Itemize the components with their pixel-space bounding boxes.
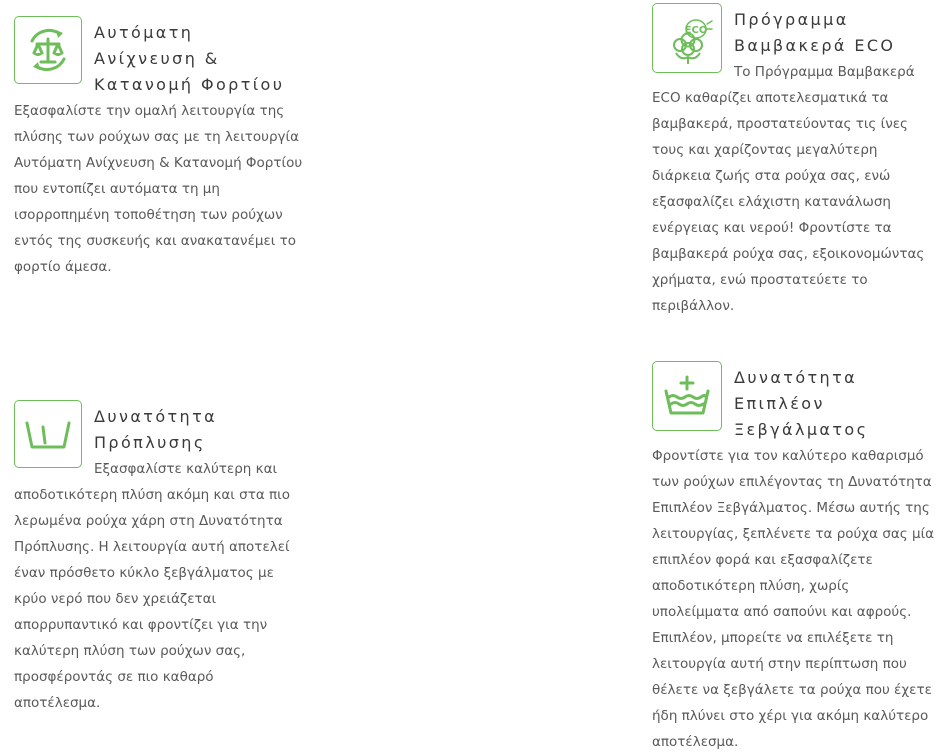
svg-text:ECO: ECO [684,25,708,36]
feature-description: Εξασφαλίστε την ομαλή λειτουργία της πλύσης των ρούχων σας με τη λειτουργία Αυτόματη Ανίχνευση & Κατανομή Φορτίου που εντοπίζει αυτόματα τη μη ισορροπημένη τοποθέτηση των ρούχων εντός της συσκευής και ανακατανέμει το φορτίο άμεσα. [14,103,303,275]
feature-title: Πρόγραμμα Βαμβακερά ECO [734,10,896,55]
feature-auto-load-detection [14,16,304,280]
feature-title: Αυτόματη Ανίχνευση & Κατανομή Φορτίου [94,23,285,94]
feature-cotton-eco [652,3,940,319]
extra-rinse-icon [652,361,722,431]
feature-prewash [14,400,304,716]
balance-scale-icon [14,16,82,84]
feature-title: Δυνατότητα Επιπλέον Ξεβγάλματος [734,368,869,439]
feature-description: Το Πρόγραμμα Βαμβακερά ECO καθαρίζει αποτελεσματικά τα βαμβακερά, προστατεύοντας τις ίνες τους και χαρίζοντας μεγαλύτερη διάρκεια ζωής στα ρούχα σας, ενώ εξασφαλίζει ελάχιστη κατανάλωση ενέργειας και νερού! Φροντίστε τα βαμβακερά ρούχα σας, εξοικονομώντας χρήματα, ενώ προστατεύετε το περιβάλλον. [652,64,925,314]
prewash-tub-icon [14,400,82,468]
eco-cotton-icon [652,3,722,73]
feature-description: Φροντίστε για τον καλύτερο καθαρισμό των ρούχων επιλέγοντας τη Δυνατότητα Επιπλέον Ξεβγάλματος. Μέσω αυτής της λειτουργίας, ξεπλένετε τα ρούχα σας μία επιπλέον φορά και εξασφαλίζετε αποδοτικότερη πλύση, χωρίς υπολείμματα από σαπούνι και αφρούς. Επιπλέον, μπορείτε να επιλέξετε τη λειτουργία αυτή στην περίπτωση που θέλετε να ξεβγάλετε τα ρούχα που έχετε ήδη πλύνει στο χέρι για ακόμη καλύτερο αποτέλεσμα. [652,448,935,750]
feature-description: Εξασφαλίστε καλύτερη και αποδοτικότερη πλύση ακόμη και στα πιο λερωμένα ρούχα χάρη στη Δυνατότητα Πρόπλυσης. Η λειτουργία αυτή αποτελεί έναν πρόσθετο κύκλο ξεβγάλματος με κρύο νερό που δεν χρειάζεται απορρυπαντικό και φροντίζει για την καλύτερη πλύση των ρούχων σας, προσφέροντάς σε πιο καθαρό αποτέλεσμα. [14,461,290,711]
feature-title: Δυνατότητα Πρόπλυσης [94,407,218,452]
feature-extra-rinse [652,361,940,755]
